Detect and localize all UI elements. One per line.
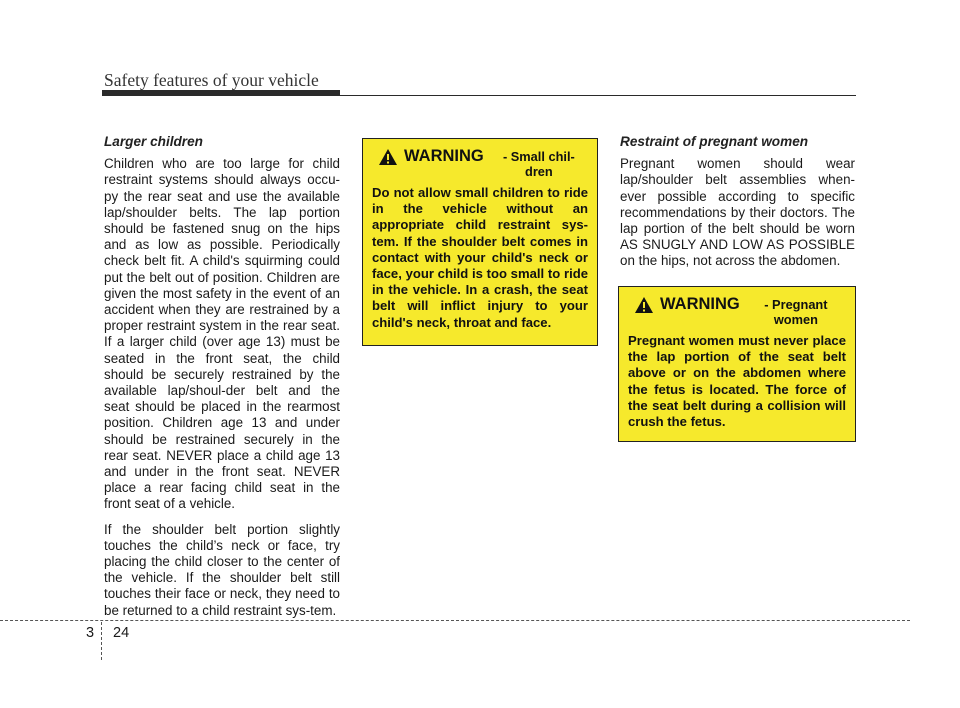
header-rule xyxy=(102,95,856,96)
warning-box-small-children xyxy=(362,138,598,346)
warning-label: WARNING xyxy=(660,295,740,313)
footer-page-divider xyxy=(101,622,102,660)
warning-subject: - Pregnant women xyxy=(764,297,828,327)
warning-label: WARNING xyxy=(404,147,484,165)
page-header-title: Safety features of your vehicle xyxy=(104,70,319,90)
warning-box-pregnant-women xyxy=(618,286,856,442)
pregnant-women-section xyxy=(620,134,855,279)
warning-text: Pregnant women must never place the lap portion of the seat belt above or on the abdomen where the fetus is located. The force of the seat belt during a collision will crush the fetus. xyxy=(628,333,846,430)
warning-header xyxy=(378,147,588,179)
footer-divider xyxy=(0,620,910,621)
larger-children-paragraph-2: If the shoulder belt portion slightly touches the child’s neck or face, try placing the child closer to the center of the vehicle. If the shoulder belt still touches their face or neck, they need to be returned to a child restraint sys-tem. xyxy=(104,521,340,618)
warning-header xyxy=(634,295,846,327)
larger-children-heading: Larger children xyxy=(104,134,203,149)
warning-text: Do not allow small children to ride in the vehicle without an appropriate child restraint sys-tem. If the shoulder belt comes in contact with your child's neck or face, your child is too small to ride in the vehicle. In a crash, the seat belt will inflict injury to your child's neck, throat and face. xyxy=(372,185,588,330)
larger-children-section xyxy=(104,134,340,628)
pregnant-women-paragraph: Pregnant women should wear lap/shoulder belt assemblies when-ever possible according to specific recommendations by their doctors. The lap portion of the belt should be worn AS SNUGLY AND LOW AS POSSIBLE on the hips, not across the abdomen. xyxy=(620,156,855,269)
warning-subject: - Small chil-dren xyxy=(502,149,575,179)
chapter-number: 3 xyxy=(86,625,95,641)
warning-triangle-icon xyxy=(378,148,398,166)
page-number: 24 xyxy=(113,625,130,641)
warning-triangle-icon xyxy=(634,296,654,314)
pregnant-women-heading: Restraint of pregnant women xyxy=(620,134,809,149)
larger-children-paragraph-1: Children who are too large for child restraint systems should always occu-py the rear seat and use the available lap/shoulder belts. The lap portion should be fastened snug on the hips and as low as possible. Periodically check belt fit. A child's squirming could put the belt out of position. Children are given the most safety in the event of an accident when they are restrained by a proper restraint system in the rear seat. If a larger child (over age 13) must be seated in the front seat, the child should be securely restrained by the available lap/shoul-der belt and the seat should be placed in the rearmost position. Children age 13 and under should be restrained securely in the rear seat. NEVER place a child age 13 and under in the front seat. NEVER place a rear facing child seat in the front seat of a vehicle. xyxy=(104,156,340,512)
